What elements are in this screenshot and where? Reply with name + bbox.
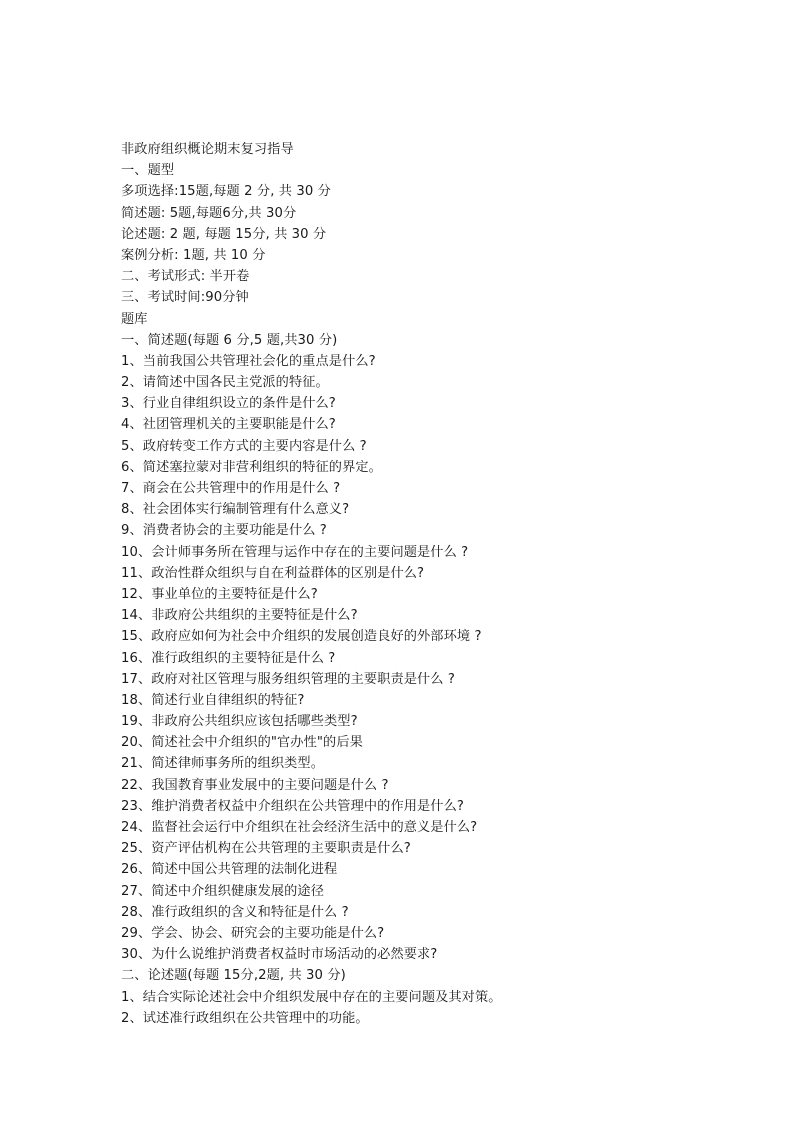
question-item: 12、事业单位的主要特征是什么? — [121, 586, 318, 602]
exam-info-line: 简述题: 5题,每题6分,共 30分 — [121, 205, 297, 221]
question-item: 6、简述塞拉蒙对非营利组织的特征的界定。 — [121, 459, 382, 475]
question-item: 23、维护消费者权益中介组织在公共管理中的作用是什么? — [121, 798, 464, 814]
question-bank-heading: 题库 — [121, 311, 148, 327]
question-item: 16、准行政组织的主要特征是什么 ? — [121, 650, 336, 666]
question-item: 1、当前我国公共管理社会化的重点是什么? — [121, 353, 376, 369]
question-item: 20、简述社会中介组织的"官办性"的后果 — [121, 735, 363, 751]
question-item: 19、非政府公共组织应该包括哪些类型? — [121, 714, 358, 730]
question-item: 18、简述行业自律组织的特征? — [121, 692, 305, 708]
exam-info-line: 论述题: 2 题, 每题 15分, 共 30 分 — [121, 226, 327, 242]
question-item: 2、试述准行政组织在公共管理中的功能。 — [121, 1010, 369, 1026]
question-item: 10、会计师事务所在管理与运作中存在的主要问题是什么 ? — [121, 544, 469, 560]
document-title: 非政府组织概论期末复习指导 — [121, 142, 294, 157]
question-item: 30、为什么说维护消费者权益时市场活动的必然要求? — [121, 947, 438, 963]
question-item: 3、行业自律组织设立的条件是什么? — [121, 396, 336, 412]
document-body — [121, 139, 781, 1029]
short-answer-heading: 一、简述题(每题 6 分,5 题,共30 分) — [121, 332, 338, 348]
question-item: 4、社团管理机关的主要职能是什么? — [121, 417, 336, 433]
exam-info-line: 多项选择:15题,每题 2 分, 共 30 分 — [121, 184, 331, 200]
question-item: 29、学会、协会、研究会的主要功能是什么? — [121, 925, 385, 941]
question-item: 26、简述中国公共管理的法制化进程 — [121, 862, 338, 878]
question-item: 5、政府转变工作方式的主要内容是什么 ? — [121, 438, 367, 454]
question-item: 22、我国教育事业发展中的主要问题是什么 ? — [121, 777, 389, 793]
exam-info-line: 案例分析: 1题, 共 10 分 — [121, 247, 266, 263]
exam-info-line: 二、考试形式: 半开卷 — [121, 269, 250, 285]
question-item: 2、请简述中国各民主党派的特征。 — [121, 375, 329, 391]
question-item: 27、简述中介组织健康发展的途径 — [121, 883, 325, 899]
question-item: 25、资产评估机构在公共管理的主要职责是什么? — [121, 841, 411, 857]
question-item: 8、社会团体实行编制管理有什么意义? — [121, 502, 350, 518]
question-item: 14、非政府公共组织的主要特征是什么? — [121, 608, 358, 624]
question-item: 21、简述律师事务所的组织类型。 — [121, 756, 325, 772]
question-item: 1、结合实际论述社会中介组织发展中存在的主要问题及其对策。 — [121, 989, 502, 1005]
essay-heading: 二、论述题(每题 15分,2题, 共 30 分) — [121, 968, 346, 984]
question-item: 24、监督社会运行中介组织在社会经济生活中的意义是什么? — [121, 820, 478, 835]
question-item: 9、消费者协会的主要功能是什么 ? — [121, 523, 327, 539]
question-item: 15、政府应如何为社会中介组织的发展创造良好的外部环境 ? — [121, 629, 482, 645]
question-item: 7、商会在公共管理中的作用是什么 ? — [121, 481, 341, 496]
section-heading: 一、题型 — [121, 163, 175, 179]
exam-info-line: 三、考试时间:90分钟 — [121, 290, 249, 306]
question-item: 28、准行政组织的含义和特征是什么 ? — [121, 904, 349, 920]
question-item: 11、政治性群众组织与自在利益群体的区别是什么? — [121, 565, 425, 581]
question-item: 17、政府对社区管理与服务组织管理的主要职责是什么 ? — [121, 671, 455, 687]
